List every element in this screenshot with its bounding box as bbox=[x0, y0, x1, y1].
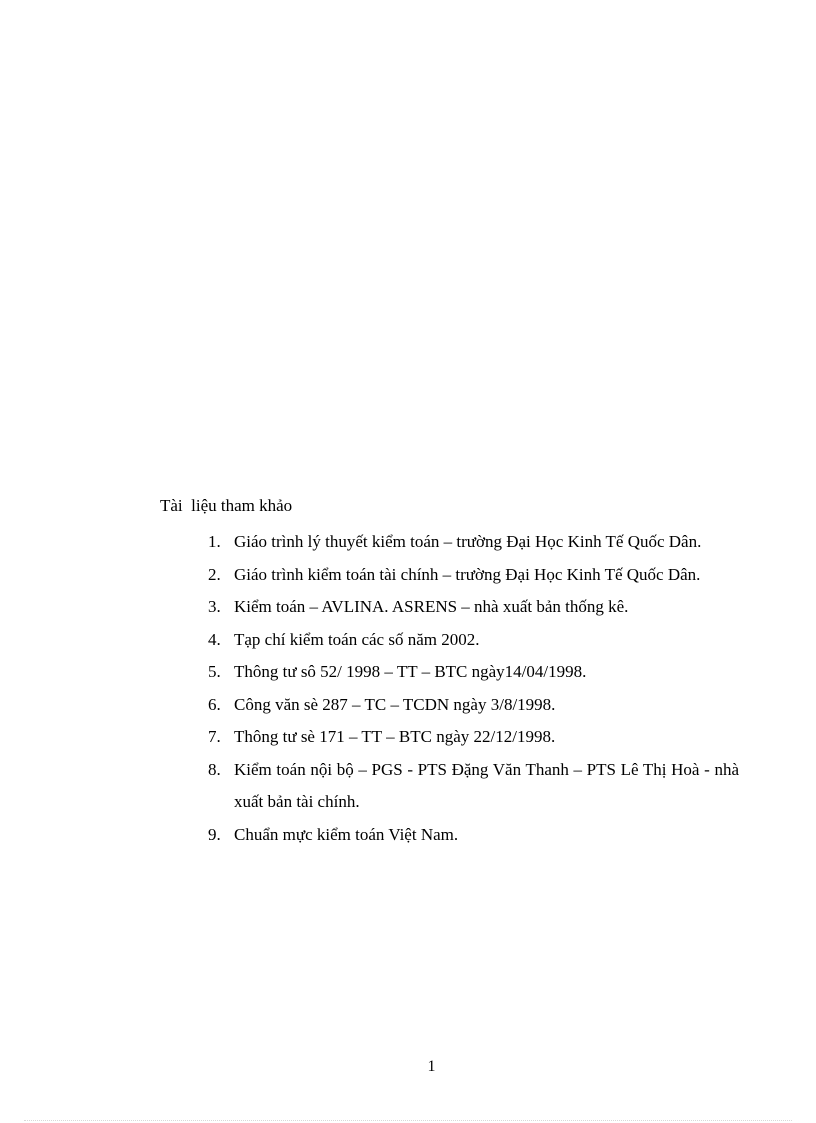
reference-list bbox=[208, 526, 739, 851]
reference-item-1 bbox=[208, 526, 739, 559]
reference-item-2 bbox=[208, 559, 739, 592]
reference-item-8 bbox=[208, 754, 739, 819]
reference-text: Công văn sè 287 – TC – TCDN ngày 3/8/1998. bbox=[234, 694, 556, 714]
reference-text: Thông tư sô 52/ 1998 – TT – BTC ngày14/04/1998. bbox=[234, 662, 587, 681]
reference-item-7 bbox=[208, 721, 739, 754]
reference-item-3 bbox=[208, 591, 739, 624]
reference-number: 9. bbox=[208, 824, 221, 844]
reference-text: Kiểm toán nội bộ – PGS - PTS Đặng Văn Thanh – PTS Lê Thị Hoà - nhà xuất bản tài chính. bbox=[234, 759, 739, 811]
page-number: 1 bbox=[427, 1058, 436, 1075]
reference-text: Tạp chí kiểm toán các số năm 2002. bbox=[234, 629, 480, 649]
reference-text: Giáo trình kiểm toán tài chính – trường Đại Học Kinh Tế Quốc Dân. bbox=[234, 564, 701, 584]
reference-number: 7. bbox=[208, 727, 221, 746]
reference-text: Chuẩn mực kiểm toán Việt Nam. bbox=[234, 824, 459, 844]
reference-text: Kiểm toán – AVLINA. ASRENS – nhà xuất bản thống kê. bbox=[234, 597, 629, 616]
reference-number: 2. bbox=[208, 564, 221, 584]
reference-item-4 bbox=[208, 624, 739, 657]
references-heading: Tài liệu tham khảo bbox=[160, 496, 293, 515]
reference-number: 8. bbox=[208, 759, 221, 779]
reference-item-9 bbox=[208, 819, 739, 852]
page-bottom-divider bbox=[24, 1120, 792, 1121]
reference-number: 1. bbox=[208, 532, 221, 551]
reference-number: 6. bbox=[208, 694, 221, 714]
reference-number: 3. bbox=[208, 597, 221, 616]
reference-number: 4. bbox=[208, 629, 221, 649]
reference-item-6 bbox=[208, 689, 739, 722]
reference-number: 5. bbox=[208, 662, 221, 681]
reference-item-5 bbox=[208, 656, 739, 689]
reference-text: Thông tư sè 171 – TT – BTC ngày 22/12/1998. bbox=[234, 727, 556, 746]
reference-text: Giáo trình lý thuyết kiểm toán – trường Đại Học Kinh Tế Quốc Dân. bbox=[234, 532, 702, 551]
